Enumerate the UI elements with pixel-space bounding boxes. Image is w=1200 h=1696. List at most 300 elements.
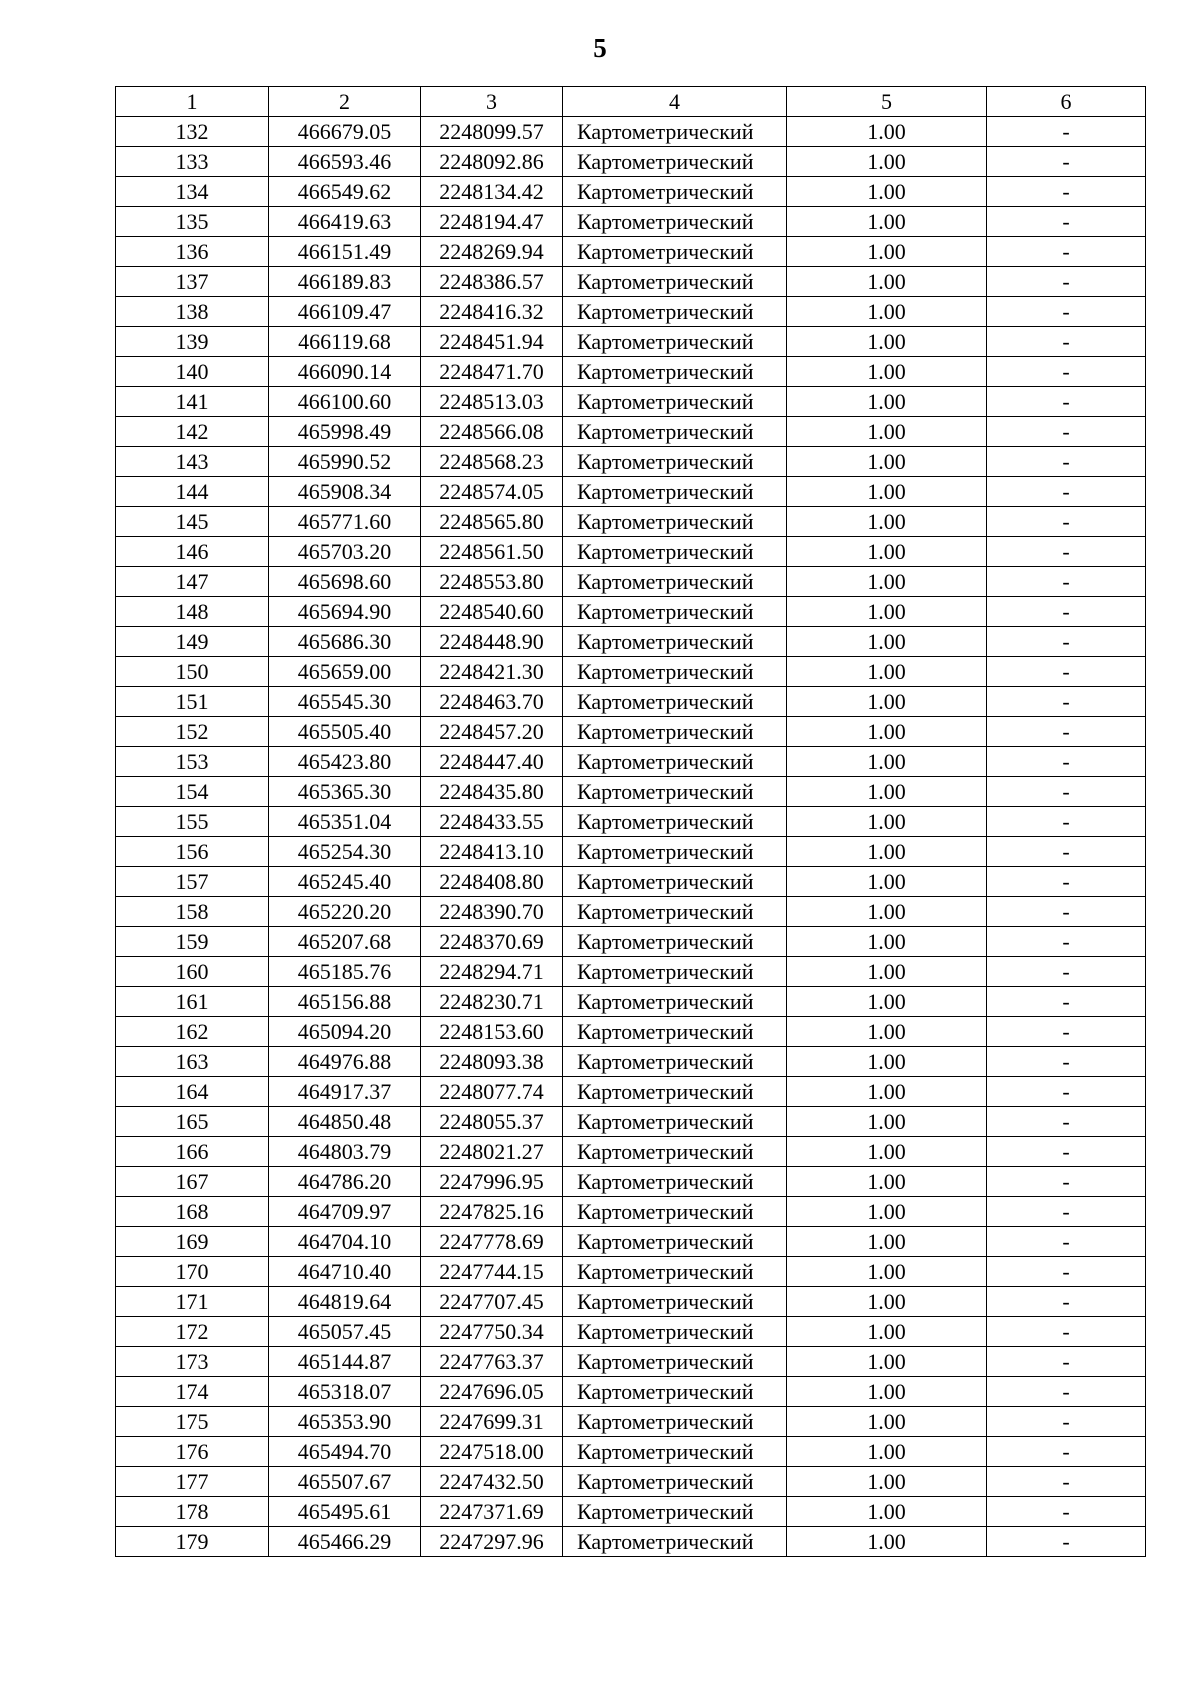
method-cell: Картометрический: [563, 177, 787, 207]
accuracy-cell: 1.00: [787, 1407, 987, 1437]
header-col-3: 3: [421, 87, 563, 117]
point-number-cell: 151: [116, 687, 269, 717]
y-coordinate-cell: 2248413.10: [421, 837, 563, 867]
y-coordinate-cell: 2247371.69: [421, 1497, 563, 1527]
note-cell: -: [987, 687, 1146, 717]
accuracy-cell: 1.00: [787, 657, 987, 687]
table-row: [116, 1287, 1146, 1317]
x-coordinate-cell: 465353.90: [269, 1407, 421, 1437]
point-number-cell: 162: [116, 1017, 269, 1047]
y-coordinate-cell: 2248421.30: [421, 657, 563, 687]
y-coordinate-cell: 2248435.80: [421, 777, 563, 807]
method-cell: Картометрический: [563, 1017, 787, 1047]
y-coordinate-cell: 2247750.34: [421, 1317, 563, 1347]
accuracy-cell: 1.00: [787, 447, 987, 477]
note-cell: -: [987, 627, 1146, 657]
x-coordinate-cell: 465694.90: [269, 597, 421, 627]
method-cell: Картометрический: [563, 927, 787, 957]
table-row: [116, 927, 1146, 957]
accuracy-cell: 1.00: [787, 1047, 987, 1077]
point-number-cell: 143: [116, 447, 269, 477]
y-coordinate-cell: 2248457.20: [421, 717, 563, 747]
note-cell: -: [987, 1107, 1146, 1137]
accuracy-cell: 1.00: [787, 477, 987, 507]
point-number-cell: 137: [116, 267, 269, 297]
method-cell: Картометрический: [563, 297, 787, 327]
note-cell: -: [987, 1257, 1146, 1287]
point-number-cell: 164: [116, 1077, 269, 1107]
y-coordinate-cell: 2248540.60: [421, 597, 563, 627]
table-header-row: [116, 87, 1146, 117]
table-row: [116, 1407, 1146, 1437]
y-coordinate-cell: 2248568.23: [421, 447, 563, 477]
note-cell: -: [987, 567, 1146, 597]
note-cell: -: [987, 237, 1146, 267]
method-cell: Картометрический: [563, 1437, 787, 1467]
accuracy-cell: 1.00: [787, 1377, 987, 1407]
y-coordinate-cell: 2248416.32: [421, 297, 563, 327]
accuracy-cell: 1.00: [787, 987, 987, 1017]
method-cell: Картометрический: [563, 537, 787, 567]
table-row: [116, 1167, 1146, 1197]
point-number-cell: 144: [116, 477, 269, 507]
y-coordinate-cell: 2247707.45: [421, 1287, 563, 1317]
method-cell: Картометрический: [563, 567, 787, 597]
table-row: [116, 867, 1146, 897]
accuracy-cell: 1.00: [787, 1107, 987, 1137]
table-row: [116, 777, 1146, 807]
coordinates-table: [115, 86, 1146, 1557]
x-coordinate-cell: 465495.61: [269, 1497, 421, 1527]
accuracy-cell: 1.00: [787, 687, 987, 717]
table-row: [116, 1497, 1146, 1527]
method-cell: Картометрический: [563, 1137, 787, 1167]
table-row: [116, 1437, 1146, 1467]
x-coordinate-cell: 465703.20: [269, 537, 421, 567]
x-coordinate-cell: 464803.79: [269, 1137, 421, 1167]
accuracy-cell: 1.00: [787, 1347, 987, 1377]
table-row: [116, 567, 1146, 597]
y-coordinate-cell: 2248463.70: [421, 687, 563, 717]
y-coordinate-cell: 2248408.80: [421, 867, 563, 897]
x-coordinate-cell: 465423.80: [269, 747, 421, 777]
y-coordinate-cell: 2248471.70: [421, 357, 563, 387]
accuracy-cell: 1.00: [787, 627, 987, 657]
accuracy-cell: 1.00: [787, 537, 987, 567]
y-coordinate-cell: 2247825.16: [421, 1197, 563, 1227]
y-coordinate-cell: 2248269.94: [421, 237, 563, 267]
accuracy-cell: 1.00: [787, 1467, 987, 1497]
point-number-cell: 140: [116, 357, 269, 387]
table-row: [116, 837, 1146, 867]
point-number-cell: 170: [116, 1257, 269, 1287]
note-cell: -: [987, 987, 1146, 1017]
table-row: [116, 1047, 1146, 1077]
accuracy-cell: 1.00: [787, 597, 987, 627]
table-row: [116, 1197, 1146, 1227]
accuracy-cell: 1.00: [787, 207, 987, 237]
accuracy-cell: 1.00: [787, 1077, 987, 1107]
method-cell: Картометрический: [563, 657, 787, 687]
point-number-cell: 147: [116, 567, 269, 597]
x-coordinate-cell: 466090.14: [269, 357, 421, 387]
x-coordinate-cell: 464819.64: [269, 1287, 421, 1317]
table-row: [116, 237, 1146, 267]
x-coordinate-cell: 465686.30: [269, 627, 421, 657]
accuracy-cell: 1.00: [787, 897, 987, 927]
point-number-cell: 175: [116, 1407, 269, 1437]
note-cell: -: [987, 1077, 1146, 1107]
method-cell: Картометрический: [563, 147, 787, 177]
method-cell: Картометрический: [563, 687, 787, 717]
point-number-cell: 165: [116, 1107, 269, 1137]
note-cell: -: [987, 1527, 1146, 1557]
accuracy-cell: 1.00: [787, 1227, 987, 1257]
table-row: [116, 207, 1146, 237]
y-coordinate-cell: 2248134.42: [421, 177, 563, 207]
y-coordinate-cell: 2247744.15: [421, 1257, 563, 1287]
note-cell: -: [987, 447, 1146, 477]
method-cell: Картометрический: [563, 447, 787, 477]
accuracy-cell: 1.00: [787, 117, 987, 147]
accuracy-cell: 1.00: [787, 147, 987, 177]
table-row: [116, 387, 1146, 417]
table-row: [116, 477, 1146, 507]
x-coordinate-cell: 465318.07: [269, 1377, 421, 1407]
note-cell: -: [987, 297, 1146, 327]
y-coordinate-cell: 2248386.57: [421, 267, 563, 297]
point-number-cell: 146: [116, 537, 269, 567]
point-number-cell: 172: [116, 1317, 269, 1347]
table-row: [116, 117, 1146, 147]
method-cell: Картометрический: [563, 867, 787, 897]
x-coordinate-cell: 466419.63: [269, 207, 421, 237]
point-number-cell: 138: [116, 297, 269, 327]
y-coordinate-cell: 2247699.31: [421, 1407, 563, 1437]
y-coordinate-cell: 2247778.69: [421, 1227, 563, 1257]
header-col-6: 6: [987, 87, 1146, 117]
y-coordinate-cell: 2248077.74: [421, 1077, 563, 1107]
point-number-cell: 132: [116, 117, 269, 147]
method-cell: Картометрический: [563, 1407, 787, 1437]
accuracy-cell: 1.00: [787, 1497, 987, 1527]
header-col-4: 4: [563, 87, 787, 117]
y-coordinate-cell: 2248433.55: [421, 807, 563, 837]
y-coordinate-cell: 2248451.94: [421, 327, 563, 357]
note-cell: -: [987, 507, 1146, 537]
point-number-cell: 169: [116, 1227, 269, 1257]
y-coordinate-cell: 2248194.47: [421, 207, 563, 237]
note-cell: -: [987, 1347, 1146, 1377]
method-cell: Картометрический: [563, 1227, 787, 1257]
accuracy-cell: 1.00: [787, 1017, 987, 1047]
note-cell: -: [987, 1137, 1146, 1167]
table-row: [116, 357, 1146, 387]
table-row: [116, 147, 1146, 177]
method-cell: Картометрический: [563, 1077, 787, 1107]
table-row: [116, 267, 1146, 297]
x-coordinate-cell: 464710.40: [269, 1257, 421, 1287]
y-coordinate-cell: 2248093.38: [421, 1047, 563, 1077]
x-coordinate-cell: 466549.62: [269, 177, 421, 207]
y-coordinate-cell: 2248390.70: [421, 897, 563, 927]
y-coordinate-cell: 2248561.50: [421, 537, 563, 567]
method-cell: Картометрический: [563, 837, 787, 867]
y-coordinate-cell: 2248574.05: [421, 477, 563, 507]
point-number-cell: 134: [116, 177, 269, 207]
note-cell: -: [987, 1467, 1146, 1497]
method-cell: Картометрический: [563, 777, 787, 807]
x-coordinate-cell: 466593.46: [269, 147, 421, 177]
y-coordinate-cell: 2248099.57: [421, 117, 563, 147]
x-coordinate-cell: 464786.20: [269, 1167, 421, 1197]
method-cell: Картометрический: [563, 627, 787, 657]
note-cell: -: [987, 1407, 1146, 1437]
table-row: [116, 1107, 1146, 1137]
method-cell: Картометрический: [563, 237, 787, 267]
table-row: [116, 1347, 1146, 1377]
note-cell: -: [987, 747, 1146, 777]
point-number-cell: 166: [116, 1137, 269, 1167]
note-cell: -: [987, 717, 1146, 747]
note-cell: -: [987, 1227, 1146, 1257]
accuracy-cell: 1.00: [787, 927, 987, 957]
point-number-cell: 179: [116, 1527, 269, 1557]
accuracy-cell: 1.00: [787, 1287, 987, 1317]
point-number-cell: 159: [116, 927, 269, 957]
x-coordinate-cell: 465207.68: [269, 927, 421, 957]
note-cell: -: [987, 417, 1146, 447]
note-cell: -: [987, 1437, 1146, 1467]
table-row: [116, 417, 1146, 447]
accuracy-cell: 1.00: [787, 1197, 987, 1227]
accuracy-cell: 1.00: [787, 417, 987, 447]
note-cell: -: [987, 1377, 1146, 1407]
x-coordinate-cell: 465057.45: [269, 1317, 421, 1347]
note-cell: -: [987, 177, 1146, 207]
point-number-cell: 152: [116, 717, 269, 747]
table-row: [116, 627, 1146, 657]
point-number-cell: 177: [116, 1467, 269, 1497]
header-col-5: 5: [787, 87, 987, 117]
table-row: [116, 717, 1146, 747]
x-coordinate-cell: 465545.30: [269, 687, 421, 717]
table-row: [116, 1317, 1146, 1347]
note-cell: -: [987, 387, 1146, 417]
table-body: [116, 117, 1146, 1557]
method-cell: Картометрический: [563, 1167, 787, 1197]
y-coordinate-cell: 2248553.80: [421, 567, 563, 597]
point-number-cell: 136: [116, 237, 269, 267]
table-row: [116, 747, 1146, 777]
point-number-cell: 157: [116, 867, 269, 897]
accuracy-cell: 1.00: [787, 1167, 987, 1197]
page-number: 5: [593, 33, 607, 63]
y-coordinate-cell: 2248370.69: [421, 927, 563, 957]
method-cell: Картометрический: [563, 1347, 787, 1377]
point-number-cell: 167: [116, 1167, 269, 1197]
method-cell: Картометрический: [563, 1287, 787, 1317]
table-row: [116, 657, 1146, 687]
method-cell: Картометрический: [563, 747, 787, 777]
method-cell: Картометрический: [563, 1527, 787, 1557]
y-coordinate-cell: 2248294.71: [421, 957, 563, 987]
header-col-2: 2: [269, 87, 421, 117]
method-cell: Картометрический: [563, 327, 787, 357]
x-coordinate-cell: 465144.87: [269, 1347, 421, 1377]
note-cell: -: [987, 1167, 1146, 1197]
method-cell: Картометрический: [563, 1497, 787, 1527]
accuracy-cell: 1.00: [787, 867, 987, 897]
x-coordinate-cell: 465254.30: [269, 837, 421, 867]
point-number-cell: 145: [116, 507, 269, 537]
table-row: [116, 537, 1146, 567]
x-coordinate-cell: 464976.88: [269, 1047, 421, 1077]
method-cell: Картометрический: [563, 117, 787, 147]
accuracy-cell: 1.00: [787, 957, 987, 987]
x-coordinate-cell: 465507.67: [269, 1467, 421, 1497]
x-coordinate-cell: 465998.49: [269, 417, 421, 447]
accuracy-cell: 1.00: [787, 267, 987, 297]
x-coordinate-cell: 465094.20: [269, 1017, 421, 1047]
point-number-cell: 150: [116, 657, 269, 687]
y-coordinate-cell: 2247432.50: [421, 1467, 563, 1497]
method-cell: Картометрический: [563, 807, 787, 837]
point-number-cell: 163: [116, 1047, 269, 1077]
x-coordinate-cell: 466679.05: [269, 117, 421, 147]
accuracy-cell: 1.00: [787, 387, 987, 417]
y-coordinate-cell: 2248566.08: [421, 417, 563, 447]
table-row: [116, 1377, 1146, 1407]
method-cell: Картометрический: [563, 1047, 787, 1077]
table-row: [116, 507, 1146, 537]
point-number-cell: 168: [116, 1197, 269, 1227]
x-coordinate-cell: 465466.29: [269, 1527, 421, 1557]
table-row: [116, 1227, 1146, 1257]
y-coordinate-cell: 2247996.95: [421, 1167, 563, 1197]
note-cell: -: [987, 1197, 1146, 1227]
x-coordinate-cell: 466119.68: [269, 327, 421, 357]
x-coordinate-cell: 465494.70: [269, 1437, 421, 1467]
table-row: [116, 327, 1146, 357]
y-coordinate-cell: 2248055.37: [421, 1107, 563, 1137]
method-cell: Картометрический: [563, 897, 787, 927]
note-cell: -: [987, 1287, 1146, 1317]
x-coordinate-cell: 465245.40: [269, 867, 421, 897]
point-number-cell: 160: [116, 957, 269, 987]
point-number-cell: 171: [116, 1287, 269, 1317]
point-number-cell: 154: [116, 777, 269, 807]
method-cell: Картометрический: [563, 417, 787, 447]
y-coordinate-cell: 2248021.27: [421, 1137, 563, 1167]
table-row: [116, 987, 1146, 1017]
accuracy-cell: 1.00: [787, 717, 987, 747]
method-cell: Картометрический: [563, 1467, 787, 1497]
accuracy-cell: 1.00: [787, 297, 987, 327]
x-coordinate-cell: 465698.60: [269, 567, 421, 597]
x-coordinate-cell: 465771.60: [269, 507, 421, 537]
table-row: [116, 807, 1146, 837]
method-cell: Картометрический: [563, 477, 787, 507]
x-coordinate-cell: 464917.37: [269, 1077, 421, 1107]
accuracy-cell: 1.00: [787, 237, 987, 267]
note-cell: -: [987, 837, 1146, 867]
point-number-cell: 156: [116, 837, 269, 867]
y-coordinate-cell: 2248513.03: [421, 387, 563, 417]
table-row: [116, 1527, 1146, 1557]
point-number-cell: 158: [116, 897, 269, 927]
method-cell: Картометрический: [563, 507, 787, 537]
point-number-cell: 149: [116, 627, 269, 657]
x-coordinate-cell: 466189.83: [269, 267, 421, 297]
note-cell: -: [987, 927, 1146, 957]
note-cell: -: [987, 597, 1146, 627]
point-number-cell: 174: [116, 1377, 269, 1407]
x-coordinate-cell: 465365.30: [269, 777, 421, 807]
method-cell: Картометрический: [563, 267, 787, 297]
method-cell: Картометрический: [563, 1197, 787, 1227]
note-cell: -: [987, 147, 1146, 177]
table-row: [116, 447, 1146, 477]
method-cell: Картометрический: [563, 357, 787, 387]
method-cell: Картометрический: [563, 1107, 787, 1137]
x-coordinate-cell: 466151.49: [269, 237, 421, 267]
table-row: [116, 687, 1146, 717]
accuracy-cell: 1.00: [787, 327, 987, 357]
y-coordinate-cell: 2248230.71: [421, 987, 563, 1017]
accuracy-cell: 1.00: [787, 1257, 987, 1287]
point-number-cell: 141: [116, 387, 269, 417]
table-row: [116, 1257, 1146, 1287]
y-coordinate-cell: 2247696.05: [421, 1377, 563, 1407]
y-coordinate-cell: 2248565.80: [421, 507, 563, 537]
table-row: [116, 177, 1146, 207]
x-coordinate-cell: 465659.00: [269, 657, 421, 687]
note-cell: -: [987, 897, 1146, 927]
table-row: [116, 897, 1146, 927]
x-coordinate-cell: 465351.04: [269, 807, 421, 837]
accuracy-cell: 1.00: [787, 1317, 987, 1347]
note-cell: -: [987, 957, 1146, 987]
x-coordinate-cell: 464850.48: [269, 1107, 421, 1137]
method-cell: Картометрический: [563, 1317, 787, 1347]
x-coordinate-cell: 466109.47: [269, 297, 421, 327]
point-number-cell: 142: [116, 417, 269, 447]
y-coordinate-cell: 2248153.60: [421, 1017, 563, 1047]
accuracy-cell: 1.00: [787, 1137, 987, 1167]
accuracy-cell: 1.00: [787, 837, 987, 867]
point-number-cell: 153: [116, 747, 269, 777]
y-coordinate-cell: 2247763.37: [421, 1347, 563, 1377]
table-row: [116, 297, 1146, 327]
x-coordinate-cell: 466100.60: [269, 387, 421, 417]
note-cell: -: [987, 1017, 1146, 1047]
point-number-cell: 155: [116, 807, 269, 837]
point-number-cell: 133: [116, 147, 269, 177]
note-cell: -: [987, 267, 1146, 297]
method-cell: Картометрический: [563, 717, 787, 747]
point-number-cell: 176: [116, 1437, 269, 1467]
point-number-cell: 139: [116, 327, 269, 357]
accuracy-cell: 1.00: [787, 807, 987, 837]
method-cell: Картометрический: [563, 987, 787, 1017]
method-cell: Картометрический: [563, 597, 787, 627]
x-coordinate-cell: 465156.88: [269, 987, 421, 1017]
method-cell: Картометрический: [563, 957, 787, 987]
x-coordinate-cell: 464704.10: [269, 1227, 421, 1257]
y-coordinate-cell: 2247518.00: [421, 1437, 563, 1467]
method-cell: Картометрический: [563, 1257, 787, 1287]
